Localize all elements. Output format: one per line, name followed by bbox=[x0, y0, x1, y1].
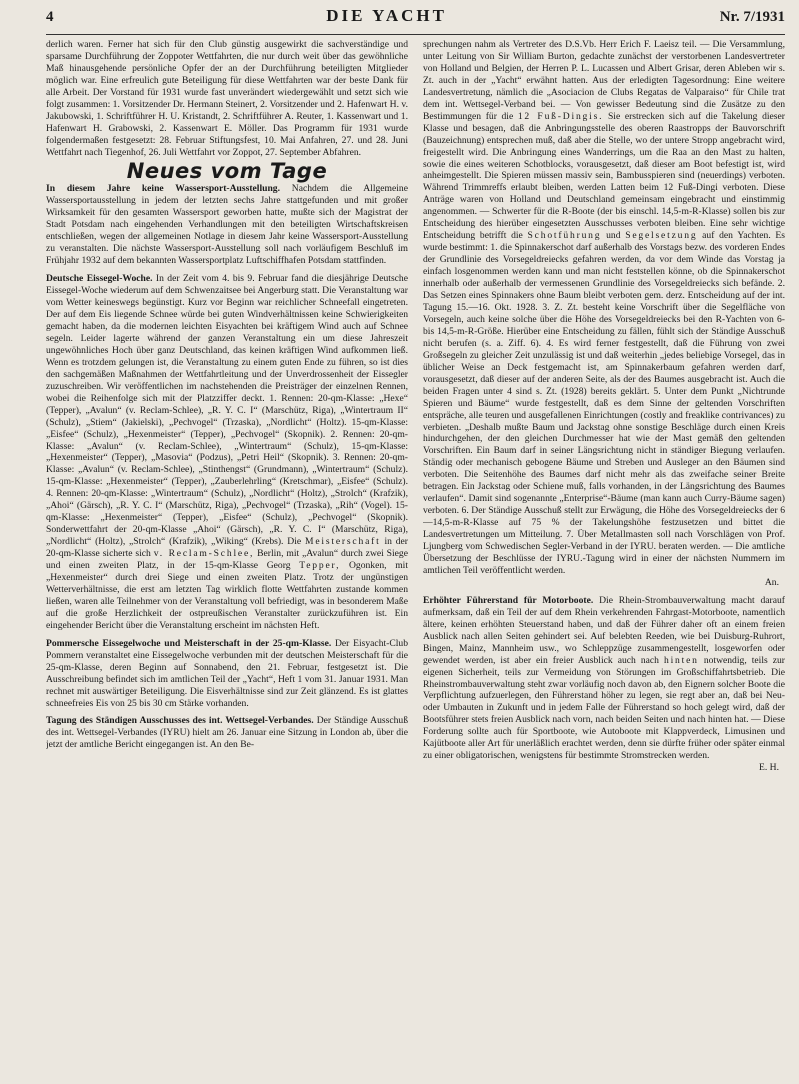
spaced-term: hinten bbox=[664, 654, 699, 666]
article-iceboat-week-body: In der Zeit vom 4. bis 9. Februar fand die diesjährige Deutsche Eissegel-Woche wiederum auf dem Schwenzaitsee bei Angerburg statt. Die Veranstaltung war vom Wetter keineswegs begünstigt. Kurz vor Beginn war reichlicher Schneefall eingetreten. Der auf dem Eis liegende Schnee würde bei guten Windverhältnissen keine Schwierigkeiten gemacht haben, da die modernen leichten Eisyachten bei kräftigem Wind auch auf Schnee segeln. Leider lagerte während der ganzen Veranstaltung ein um diese Jahreszeit ungewöhnliches Hoch über ganz Deutschland, das keinen kräftigen Wind aufkommen ließ. Wenn es trotzdem gelungen ist, die Veranstaltung zu einem guten Ende zu führen, so ist dies den sachgemäßen Maßnahmen der Wettfahrtleitung und der Unverdrossenheit der Eissegler zuzuschreiben. Wir veröffentlichen im nachstehenden die Preisträger der einzelnen Rennen, wobei die Reihenfolge sich mit der Platzziffer deckt. 1. Rennen: 20-qm-Klasse: „Hexe“ (Tepper), „Avalun“ (v. Reclam-Schlee), „R. Y. C. I“ (Marschütz, Riga), „Wintertraum II“ (Schulz), „Stiem“ (Jakielski), „Pechvogel“ (Trzaska), „Nordlicht“ (Holtz). 15-qm-Klasse: „Eisfee“ (Schulz), „Hexenmeister“ (Tepper), „Pechvogel“ (Skopnik). 2. Rennen: 20-qm-Klasse: „Avalun“ (v. Reclam-Schlee), „Wintertraum“ (Schulz), 15-qm-Klasse: „Hexenmeister“ (Tepper), „Masovia“ (Podzus), „Petri Heil“ (Skopnik). 3. Rennen: 20-qm-Klasse: „Avalun“ (v. Reclam-Schlee), „Stinthengst“ (Grundmann), „Wintertraum“ (Schulz). 15-qm-Klasse: „Hexenmeister“ (Tepper), „Zauberlehrling“ (Kretschmar), „Eisfee“ (Schulz). 4. Rennen: 20-qm-Klasse: „Wintertraum“ (Schulz), „Nordlicht“ (Holtz), „Strolch“ (Krafzik), „Ahoi“ (Gärsch), „R. Y. C. I“ (Marschütz, Riga), „Pechvogel“ (Trzaska), „Rih“ (Vogel). 15-qm-Klasse: „Hexenmeister“ (Tepper), „Eisfee“ (Schulz), „Pechvogel“ (Skopnik). Sonderwettfahrt der 20-qm-Klasse „Ahoi“ (Gärsch), „R. Y. C. I“ (Marschütz, Riga), „Nordlicht“ (Holtz), „Strolch“ (Krafzik), „Wiking“ (Krebs). Die bbox=[46, 273, 408, 548]
page-number: 4 bbox=[46, 9, 54, 25]
article-pomeranian-week-body: Der Eisyacht-Club Pommern veranstaltet eine Eissegelwoche verbunden mit der deutschen Meisterschaft für die 25-qm-Klasse, deren Beginn auf Sonnabend, den 21. Februar, festgesetzt ist. Die Ausschreibung befindet sich im amtlichen Teil der „Yacht“, Heft 1 vom 31. Januar 1931. Man rechnet mit auswärtiger Beteiligung. Die Eisverhältnisse sind zur Zeit glänzend. Es ist glattes schneefreies Eis von 25 bis 30 cm Stärke vorhanden. bbox=[46, 637, 408, 709]
article-iceboat-week-body-2: in der 20-qm-Klasse sicherte sich bbox=[46, 536, 408, 560]
right-column bbox=[423, 39, 785, 1079]
issue-number: Nr. 7/1931 bbox=[719, 9, 785, 25]
spaced-term: 12 Fuß-Dingis. bbox=[517, 110, 604, 122]
article-exhibition bbox=[46, 183, 408, 267]
author-initials: An. bbox=[764, 576, 779, 588]
committee-text-2: Sie erstrecken sich auf die Takelung dieser Klasse und besagen, daß die Anbringungsstelle des oberen Raastropps der Bauvorschrift (Bauzeichnung) entsprechen muß, daß aber die Stelle, wo der untere Stropp angebracht wird, freigestellt wird. Die Anbringung eines Wanderrings, um die Raa an den Mast zu halten, sowie die eines weiteren Schotblocks, vorausgesetzt, daß dieser am Boot befestigt ist, wird anheimgestellt. Die Spieren müssen massiv sein, Bambusspieren sind (neuerdings) verboten. Während Trimmreffs erlaubt bleiben, werden Latten beim 12 Fuß-Dingi verboten. Diese Anträge waren von Holland und Deutschland gemeinsam eingebracht und einstimmig angenommen. — Schwerter für die R-Boote (der bis einschl. 14,5-m-R-Klasse) sollen bis zur Entscheidung des hierüber eingesetzten Ausschusses verboten bleiben. Eine sehr wichtige Entscheidung betrifft die bbox=[423, 110, 785, 242]
article-pomeranian-week bbox=[46, 638, 408, 710]
journal-title: DIE YACHT bbox=[326, 6, 447, 25]
article-exhibition-body: Nachdem die Allgemeine Wassersportausstellung in jedem der letzten sechs Jahre stattgefunden und mit großer Wirksamkeit für den gesamten Wassersport geworben hatte, mußte sich der Magistrat der Stadt Potsdam nach eingehenden Verhandlungen mit den beteiligten Wirtschaftskreisen entschließen, wegen der allgemeinen Notlage in diesem Jahr keine Wassersport-Ausstellung zu veranstalten. Die nächste Wassersport-Ausstellung soll nach vorläufigem Beschluß im Frühjahr 1932 auf dem bekannten Wassersportplatz Luftschiffhafen Potsdam stattfinden. bbox=[46, 183, 408, 267]
club-report-continuation: derlich waren. Ferner hat sich für den Club günstig ausgewirkt die sachverständige und sparsame Durchführung der Zoppoter Wettfahrten, die nur durch weit über das gewöhnliche Maß hinausgehende persönliche Opfer der an der Durchführung beteiligten Mitglieder möglich war. Eine erfreulich gute Beteiligung für diese Wettfahrten war der beste Dank für alle Arbeit. Der Vorstand für 1931 wurde fast unverändert wiedergewählt und setzt sich wie folgt zusammen: 1. Vorsitzender Dr. Hermann Steinert, 2. Vorsitzender und 2. Hafenwart H. v. Jakubowski, 1. Schriftführer H. U. Kristandt, 2. Schriftführer A. Reuter, 1. Kassenwart und 1. Hafenwart H. Grabowski, 2. Kassenwart E. Möller. Das Programm für 1931 wurde folgendermaßen festgesetzt: 28. Februar Stiftungsfest, 10. Mai Anfahren, 27. und 28. Juni Wettfahrt nach Tiegenhof, 26. Juli Wettfahrt vor Zoppot, 27. September Abfahren. bbox=[46, 39, 408, 158]
article-standing-committee-body: Der Ständige Ausschuß des int. Wettsegel-Verbandes (IYRU) hielt am 26. Januar eine Sitzung in London ab, über die jetzt der amtliche Bericht eingegangen ist. An den Be- bbox=[46, 715, 408, 751]
author-initials: E. H. bbox=[759, 762, 779, 774]
article-standing-committee-continuation bbox=[423, 39, 785, 577]
page-header bbox=[46, 6, 785, 32]
spaced-term: Meisterschaft bbox=[304, 536, 381, 548]
section-title: Neues vom Tage bbox=[126, 158, 328, 183]
article-exhibition-title: In diesem Jahre keine Wassersport-Ausstellung. bbox=[46, 183, 281, 195]
article-standing-committee bbox=[46, 715, 408, 751]
article-iceboat-week bbox=[46, 273, 408, 632]
committee-text-1: sprechungen nahm als Vertreter des D.S.Vb. Herr Erich F. Laeisz teil. — Die Versammlung, unter Leitung von Sir William Burton, gedachte zunächst der verstorbenen Landesvertreter von Holland und Belgien, der Herren P. L. Lucassen und Albert Grisar, deren Ableben wir s. Zt. auch in der „Yacht“ erwähnt hatten. Aus der erledigten Tagesordnung: Eine weitere Landesvertretung, nämlich die „Asociacion de Clubs Regatas de Valparaiso“ für Chile trat dem int. Wettsegel-Verband bei. — Von gewisser Bedeutung sind die Zusätze zu den Bestimmungen für die bbox=[423, 39, 785, 122]
spaced-term: Segelsetzung bbox=[625, 230, 698, 242]
header-rule bbox=[46, 34, 785, 35]
raised-helm-text-1: Die Rhein-Strombauverwaltung macht darauf aufmerksam, daß ein Teil der auf dem Rhein verkehrenden Fahrgast-Motorboote, namentlich ältere, keinen erhöhten Steuerstand haben, und daß der Führer daher oft an einem freien Ausblick nach allen Seiten gehindert sei. Auf belebten Reeden, wie bei Duisburg-Ruhrort, Bingen, Mainz, Mannheim usw., wo Schleppzüge zusammengestellt, losgeworfen oder gewendet werden, ist aber ein freier Ausblick auch nach bbox=[423, 594, 785, 666]
committee-text-and: und bbox=[606, 230, 621, 242]
raised-helm-text-2: notwendig, teils zur eigenen Sicherheit, teils zur Vermeidung von Störungen im Großschiffahrtsbetrieb. Die Rheinstrombauverwaltung steht zwar vorläufig noch davon ab, den Eignern solcher Boote die Verpflichtung aufzuerlegen, den Führerstand höher zu legen, sie regt aber an, daß bei Neu- oder Umbauten in Zukunft und in jedem Falle der Führerstand so hoch gelegt wird, daß der Bootsführer stets freien Ausblick nach vorn, nach beiden Seiten und nach hinten hat. — Diese Forderung sollte auch für Sportboote, wie Autoboote mit Klappverdeck, Limusinen und Kajütboote aller Art für unerläßlich erachtet werden, denn sie dürfte früher oder später einmal zu einer obligatorischen, wenigstens für bestimmte Stromstrecken werden. bbox=[423, 654, 785, 762]
committee-text-3: auf den Yachten. Es wurde bestimmt: 1. die Spinnakerschot darf außerhalb des Vorstags bezw. des vorderen Endes der Grundlinie des Vorsegeldreiecks gefahren werden, da vor dem Winde das Vorstag ja einfach losgenommen werden kann und man nicht feststellen könne, ob die Spinnakerschot innerhalb oder außerhalb der vermessenen Grundlinie des Vorsegeldreiecks sich befände. 2. Das Setzen eines Spinnakers ohne Baum bleibt verboten gem. derz. Entscheidung auf der int. Tagung 15.—16. Okt. 1928. 3. Z. Zt. besteht keine Vorschrift über die Segelfläche von Vorsegeln, auch keine solche über die Höhe des Vorsegeldreiecks bei den R-Yachten von 6- bis 14,5-m-R-Größe. Hierüber eine Entscheidung zu fällen, fühlt sich der Ständige Ausschuß nicht berufen (s. a. Ziff. 6). 4. Es wird ferner festgestellt, daß die Führung von zwei Großsegeln zu gleicher Zeit unzulässig ist und daß weiterhin „jedes beliebige Vorsegel, das in üblicher Weise an Deck festgemacht ist, am Spinnakerbaum gefahren werden darf, vorausgesetzt, daß dieser auf der anderen Seite, als der des Baumes ausgebracht ist. Auch die beiden Fragen unter 4 sind s. Zt. (1928) bereits geklärt. 5. Unter dem Punkt „Nichtrunde Spieren und Bäume“ wurde festgestellt, daß es dem Sinne der geltenden Vorschriften entspräche, alle teuren und ausgefallenen Einrichtungen (costly and freaklike contrivances) zu verbieten. „Deshalb mußte Baum und Jackstag ohne sonstige Beschläge durch einen Kreis hindurchgehen, der den gleichen Durchmesser hat wie der Mast gemäß den geltenden Vorschriften. Ein Baum darf in seiner Längsrichtung nicht in ständiger Biegung verlaufen. Ständig oder mechanisch gebogene Bäume und Streben und Ausleger an den Bäumen sind verboten. Die Seitenhöhe des Baumes darf nicht mehr als das zweifache seiner Breite betragen. Ein Jackstag oder Schiene muß, falls vorhanden, in der Längsrichtung des Baumes verlaufen“. Damit sind sogenannte „Enterprise“-Bäume (man kann auch Curry-Bäume sagen) verboten. 6. Der Ständige Ausschuß stellt zur Erwägung, die Höhe des Vorsegeldreiecks der 6—14,5-m-R-Klasse auf 75 % der Takelungshöhe festzusetzen und bittet die Landesvertretungen um Mitteilung. 7. Über Metallmasten soll nach Vorschlägen von Prof. Ljungberg vom Schwedischen Segler-Verband in der IYRU. beraten werden. — Die amtliche Übersetzung der Beschlüsse der IYRU.-Tagung wird in einer der nächsten Nummern im amtlichen Teil veröffentlicht werden. bbox=[423, 230, 785, 576]
spaced-term: v. Reclam-Schlee, bbox=[153, 548, 255, 560]
article-standing-committee-title: Tagung des Ständigen Ausschusses des int. Wettsegel-Verbandes. bbox=[46, 715, 314, 727]
left-column bbox=[46, 39, 408, 1079]
article-pomeranian-week-title: Pommersche Eissegelwoche und Meisterschaft in der 25-qm-Klasse. bbox=[46, 637, 332, 649]
spaced-term: Schotführung bbox=[527, 230, 602, 242]
article-raised-helm-title: Erhöhter Führerstand für Motorboote. bbox=[423, 594, 594, 606]
article-raised-helm bbox=[423, 595, 785, 762]
article-iceboat-week-body-3: Berlin, mit „Avalun“ durch zwei Siege und einen zweiten Platz, in der 15-qm-Klasse Georg bbox=[46, 548, 408, 572]
article-iceboat-week-title: Deutsche Eissegel-Woche. bbox=[46, 273, 153, 285]
two-column-body bbox=[46, 39, 785, 1079]
article-iceboat-week-body-4: Ogonken, mit „Hexenmeister“ durch drei Siege und einen zweiten Platz. Trotz der ungünstigen Wetterverhältnisse, die erst am letzten Tag wirklich flotte Wettfahrten zustande kommen ließen, waren alle Teilnehmer von der Veranstaltung voll befriedigt, was in besonderem Maße auf die große Herzlichkeit der ostpreußischen Veranstalter zurückzuführen ist. Ein eingehender Bericht über die Veranstaltung erscheint im nächsten Heft. bbox=[46, 560, 408, 631]
spaced-term: Tepper, bbox=[299, 560, 341, 572]
